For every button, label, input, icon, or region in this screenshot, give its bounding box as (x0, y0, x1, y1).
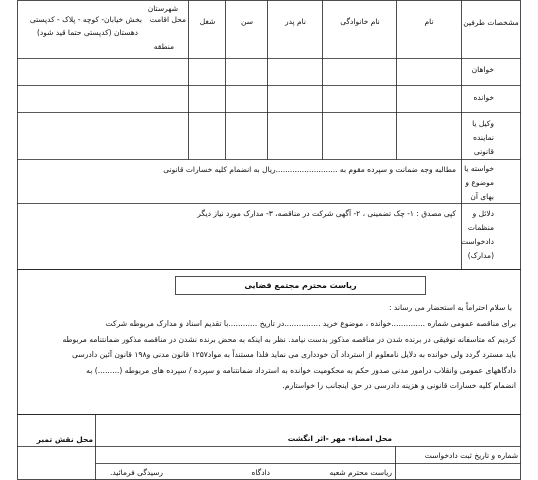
body-line: انضمام کلیه خسارات قانونی و هزینه دادرسی در حق اینجانب را خواستارم. (282, 381, 516, 391)
evidence-label-2: منظمات (467, 223, 494, 232)
header-family: نام خانوادگی (340, 17, 380, 26)
body-line: برای مناقصه عمومی شماره ..............خوانده ، موضوع خرید ...............در تاریخ ............با تقدیم اسناد و مدارک مربوطه شرکت (105, 319, 516, 328)
header-residence: محل اقامت (149, 15, 186, 24)
claim-label-1: خواسته یا (464, 164, 494, 173)
header-address-line-4: منطقه (153, 42, 174, 51)
body-paragraph (62, 316, 516, 394)
body-line: کردیم که متاسفانه توفیقی در برنده شدن در مناقصه مذکور بدست نیامد. نظر به اینکه به محض برنده نشدن در مناقصه مذکور ضمانتنامه مربوطه (62, 334, 516, 344)
claim-label-2: موضوع و (465, 178, 494, 187)
evidence-label-3: دادخواست (460, 237, 494, 246)
header-job: شغل (199, 17, 216, 26)
row-label-lawyer-3: قانونی (473, 147, 494, 156)
header-address-line-3: دهستان (کدپستی حتما قید شود) (36, 28, 138, 37)
evidence-label-1: دلائل و (472, 209, 494, 218)
header-address-line-2: بخش خیابان- کوچه - پلاک - کدپستی (29, 15, 142, 24)
evidence-label-4: (مدارک) (467, 251, 494, 260)
court-label: دادگاه (251, 468, 270, 477)
header-parties: مشخصات طرفین (463, 18, 519, 27)
evidence-text: کپی مصدق : ۱- چک تضمینی ، ۲- آگهی شرکت در مناقصه، ۳- مدارک مورد نیاز دیگر (197, 209, 456, 218)
body-greeting: با سلام احتراماً به استحضار می رساند : (389, 303, 512, 312)
body-title: ریاست محترم مجتمع قضایی (244, 281, 357, 290)
claim-text: مطالبه وجه ضمانت و سپرده مقوم به ..........................ریال به انضمام کلیه خسارات قانونی (163, 165, 456, 174)
referral-label: رسیدگی فرمائید. (109, 468, 163, 477)
registration-label: شماره و تاریخ ثبت دادخواست (424, 451, 518, 460)
row-label-plaintiff: خواهان (471, 65, 494, 74)
row-label-defendant: خوانده (473, 93, 494, 102)
header-address-line-1: شهرستان (147, 4, 178, 13)
body-line: باید مسترد گردد ولی خوانده به دلایل نامعلوم از استرداد آن خودداری می نماید فلذا مستنداً به مواد۱۲۵۷ قانون مدنی و۱۹۸ قانون آئین دادرسی (71, 350, 516, 360)
row-label-lawyer-2: نماینده (473, 133, 494, 142)
row-label-lawyer-1: وکیل یا (472, 119, 494, 128)
header-father: نام پدر (284, 17, 307, 26)
header-name: نام (424, 17, 434, 26)
claim-label-3: بهای آن (470, 192, 494, 201)
header-age: سن (241, 17, 253, 26)
stamp-area-label: محل نقش تمبر (36, 435, 93, 444)
body-line: دادگاههای عمومی وانقلاب درامور مدنی صدور حکم به محکومیت خوانده به استرداد ضمانتنامه و سپرده / سپرده های مربوطه (.........) به (86, 365, 516, 375)
branch-label: ریاست محترم شعبه (329, 468, 392, 477)
signature-area-label: محل امضاء- مهر -اثر انگشت (287, 434, 392, 443)
